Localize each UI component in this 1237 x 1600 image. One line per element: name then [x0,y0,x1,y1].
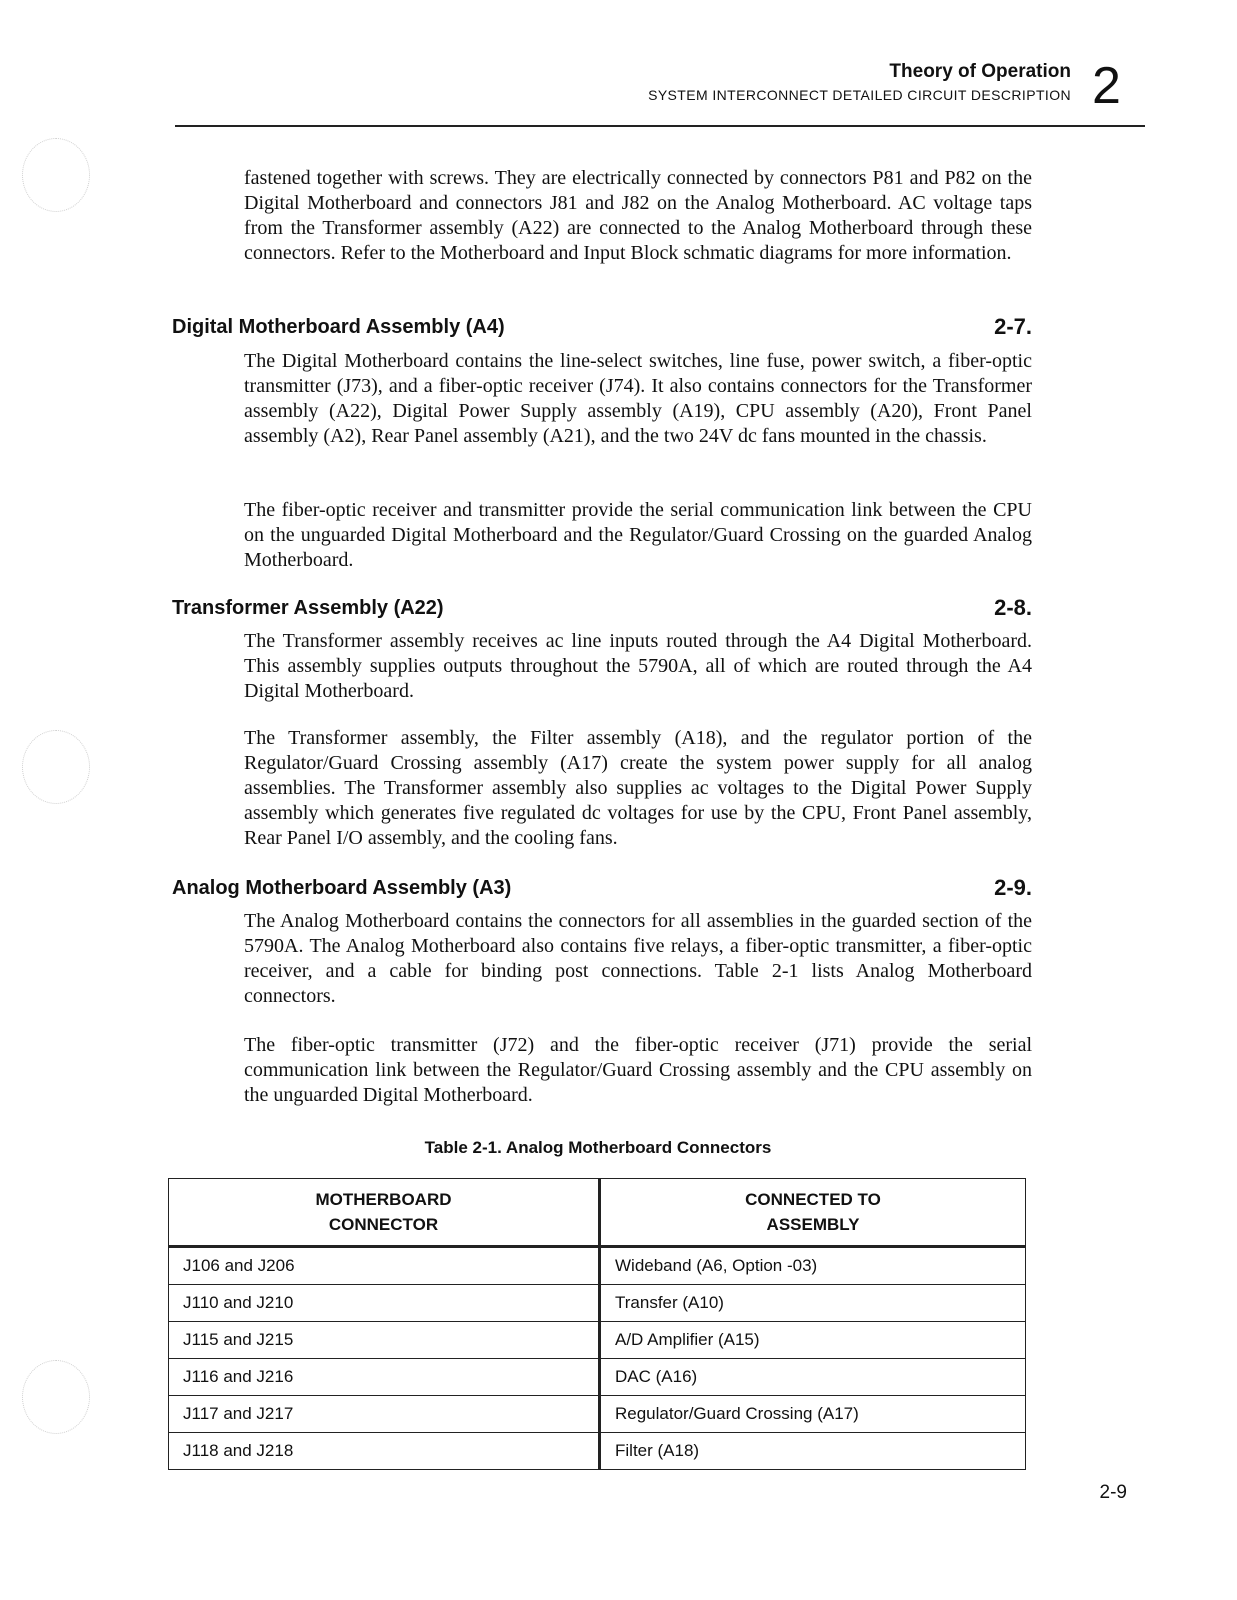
section-paragraph: The Digital Motherboard contains the line-select switches, line fuse, power switch, a fiber-optic transmitter (J73), and a fiber-optic receiver (J74). It also contains connectors for the Transformer assembly (A22), Digital Power Supply assembly (A19), CPU assembly (A20), Front Panel assembly (A2), Rear Panel assembly (A21), and the two 24V dc fans mounted in the chassis. [244,350,1032,447]
section-paragraph: The Analog Motherboard contains the connectors for all assemblies in the guarded section of the 5790A. The Analog Motherboard also contains five relays, a fiber-optic transmitter, a fiber-optic receiver, and a cable for binding post connections. Table 2-1 lists Analog Motherboard connectors. [244,910,1032,1007]
column-header: CONNECTED TO ASSEMBLY [600,1179,1026,1247]
section-heading [172,314,1032,340]
section-heading [172,875,1032,901]
header-title: Theory of Operation [889,61,1071,82]
connector-cell: J106 and J206 [169,1247,600,1285]
connector-cell: J116 and J216 [169,1359,600,1396]
section-heading [172,595,1032,621]
connector-cell: J118 and J218 [169,1433,600,1470]
table-header-row [169,1179,1026,1247]
table-row [169,1285,1026,1322]
connectors-table [168,1178,1026,1470]
header-subtitle: SYSTEM INTERCONNECT DETAILED CIRCUIT DESCRIPTION [648,87,1071,103]
chapter-number: 2 [1092,57,1121,115]
intro-paragraph: fastened together with screws. They are electrically connected by connectors P81 and P82 on the Digital Motherboard and connectors J81 and J82 on the Analog Motherboard. AC voltage taps from the Transformer assembly (A22) are connected to the Analog Motherboard through these connectors. Refer to the Motherboard and Input Block schmatic diagrams for more information. [244,167,1032,264]
table-caption: Table 2-1. Analog Motherboard Connectors [424,1138,772,1157]
table-row [169,1247,1026,1285]
table-row [169,1433,1026,1470]
section-paragraph: The fiber-optic transmitter (J72) and the fiber-optic receiver (J71) provide the serial communication link between the Regulator/Guard Crossing assembly and the CPU assembly on the unguarded Digital Motherboard. [244,1034,1032,1106]
binder-hole-bottom [22,1360,90,1434]
column-header: MOTHERBOARD CONNECTOR [169,1179,600,1247]
page-number: 2-9 [1099,1482,1127,1503]
assembly-cell: Filter (A18) [600,1433,1026,1470]
section-title: Analog Motherboard Assembly (A3) [172,877,512,899]
assembly-cell: A/D Amplifier (A15) [600,1322,1026,1359]
section-number: 2-9. [994,875,1032,900]
section-paragraph: The Transformer assembly, the Filter assembly (A18), and the regulator portion of the Regulator/Guard Crossing assembly (A17) create the system power supply for all analog assemblies. The Transformer assembly also supplies ac voltages to the Digital Power Supply assembly which generates five regulated dc voltages for use by the CPU, Front Panel assembly, Rear Panel I/O assembly, and the cooling fans. [244,727,1032,849]
connector-cell: J117 and J217 [169,1396,600,1433]
section-title: Digital Motherboard Assembly (A4) [172,316,505,338]
section-title: Transformer Assembly (A22) [172,597,444,619]
assembly-cell: Regulator/Guard Crossing (A17) [600,1396,1026,1433]
connector-cell: J115 and J215 [169,1322,600,1359]
section-paragraph: The fiber-optic receiver and transmitter provide the serial communication link between the CPU on the unguarded Digital Motherboard and the Regulator/Guard Crossing on the guarded Analog Motherboard. [244,499,1032,571]
header-divider [175,125,1145,127]
binder-hole-middle [22,730,90,804]
table-row [169,1322,1026,1359]
section-number: 2-7. [994,314,1032,339]
section-number: 2-8. [994,595,1032,620]
connector-cell: J110 and J210 [169,1285,600,1322]
section-paragraph: The Transformer assembly receives ac line inputs routed through the A4 Digital Motherboard. This assembly supplies outputs throughout the 5790A, all of which are routed through the A4 Digital Motherboard. [244,630,1032,702]
assembly-cell: Transfer (A10) [600,1285,1026,1322]
binder-hole-top [22,138,90,212]
assembly-cell: DAC (A16) [600,1359,1026,1396]
page-header [648,60,1071,106]
table-row [169,1359,1026,1396]
assembly-cell: Wideband (A6, Option -03) [600,1247,1026,1285]
table-row [169,1396,1026,1433]
